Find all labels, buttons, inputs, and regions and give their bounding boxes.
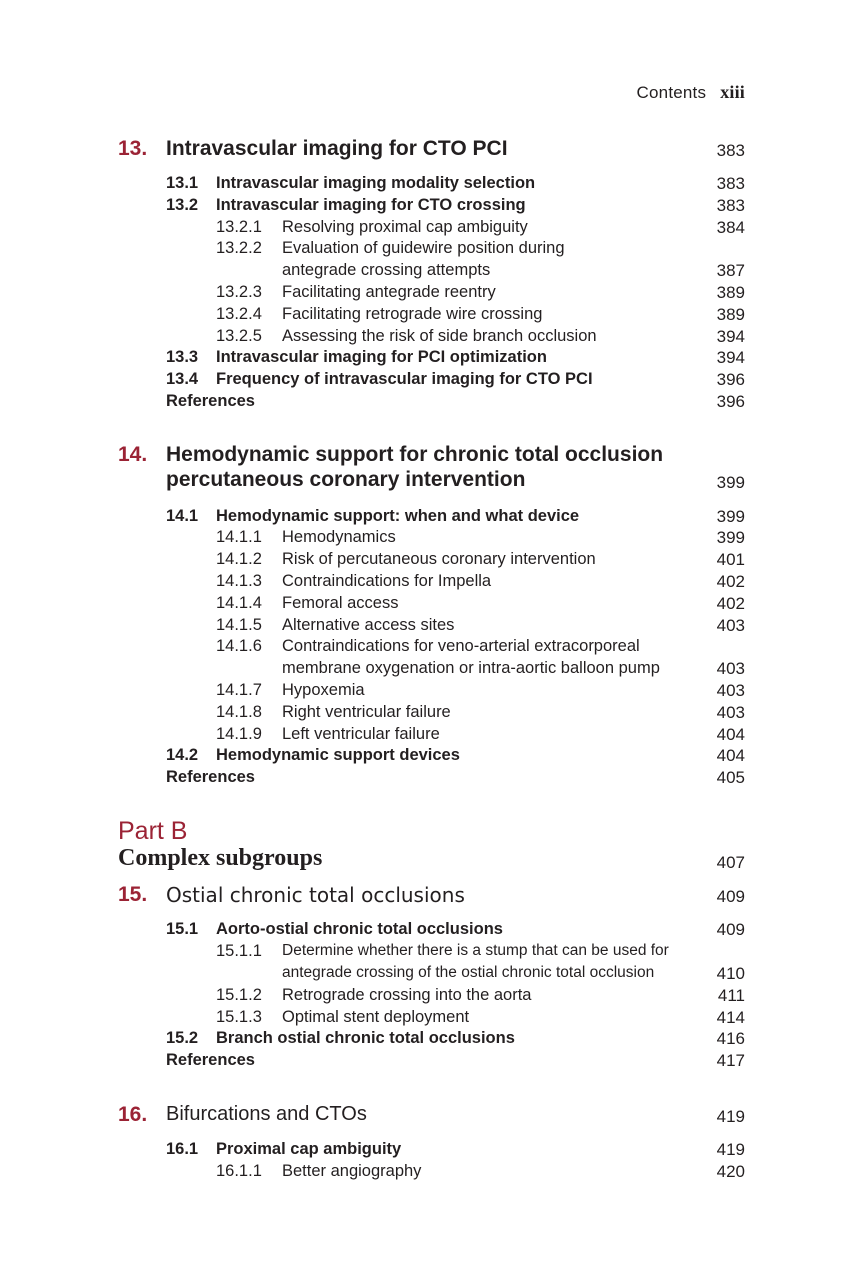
chapter-number: 16. — [118, 1103, 148, 1126]
chapter-title[interactable]: Intravascular imaging for CTO PCI — [166, 137, 508, 160]
chapter-title-continued[interactable]: percutaneous coronary intervention — [166, 468, 526, 491]
subsection-title[interactable]: Facilitating antegrade reentry — [282, 283, 496, 301]
subsection-title[interactable]: Optimal stent deployment — [282, 1008, 470, 1026]
subsection-page: 403 — [716, 703, 745, 722]
subsection-title[interactable]: Determine whether there is a stump that can be used for — [282, 942, 669, 959]
references-entry[interactable]: References — [166, 768, 255, 786]
subsection-title[interactable]: Hypoxemia — [282, 681, 365, 699]
references-page: 405 — [716, 768, 745, 787]
section-page: 394 — [716, 348, 745, 367]
subsection-title[interactable]: Resolving proximal cap ambiguity — [282, 218, 528, 236]
subsection-page: 389 — [716, 283, 745, 302]
references-entry[interactable]: References — [166, 392, 255, 410]
subsection-page: 402 — [716, 572, 745, 591]
chapter-page: 399 — [716, 473, 745, 492]
section-page: 404 — [716, 746, 745, 765]
subsection-title[interactable]: Femoral access — [282, 594, 399, 612]
subsection-number: 15.1.1 — [216, 942, 262, 960]
section-title[interactable]: Hemodynamic support: when and what device — [216, 507, 580, 525]
subsection-number: 16.1.1 — [216, 1162, 262, 1180]
subsection-number: 14.1.7 — [216, 681, 262, 699]
chapter-page: 383 — [716, 141, 745, 160]
subsection-page: 401 — [716, 550, 745, 569]
chapter-title[interactable]: Bifurcations and CTOs — [166, 1103, 367, 1125]
subsection-title[interactable]: Right ventricular failure — [282, 703, 451, 721]
section-page: 383 — [716, 196, 745, 215]
section-number: 15.1 — [166, 920, 199, 938]
subsection-number: 14.1.2 — [216, 550, 262, 568]
subsection-page: 410 — [716, 964, 745, 983]
section-title[interactable]: Aorto-ostial chronic total occlusions — [216, 920, 503, 938]
subsection-page: 411 — [717, 986, 745, 1005]
part-title[interactable]: Complex subgroups — [118, 845, 323, 871]
subsection-number: 14.1.4 — [216, 594, 262, 612]
section-title[interactable]: Hemodynamic support devices — [216, 746, 460, 764]
section-page: 416 — [716, 1029, 745, 1048]
subsection-title-continued[interactable]: antegrade crossing attempts — [282, 261, 491, 279]
section-number: 13.4 — [166, 370, 199, 388]
section-number: 15.2 — [166, 1029, 199, 1047]
subsection-title[interactable]: Left ventricular failure — [282, 725, 440, 743]
subsection-number: 13.2.1 — [216, 218, 262, 236]
subsection-page: 414 — [716, 1008, 745, 1027]
subsection-number: 13.2.2 — [216, 239, 262, 257]
part-page: 407 — [716, 853, 745, 872]
chapter-number: 15. — [118, 883, 148, 906]
subsection-number: 14.1.6 — [216, 637, 262, 655]
subsection-page: 403 — [716, 659, 745, 678]
section-page: 419 — [716, 1140, 745, 1159]
section-number: 13.3 — [166, 348, 199, 366]
chapter-number: 14. — [118, 443, 148, 466]
subsection-page: 387 — [716, 261, 745, 280]
subsection-number: 14.1.3 — [216, 572, 262, 590]
subsection-title[interactable]: Assessing the risk of side branch occlusion — [282, 327, 597, 345]
subsection-number: 13.2.3 — [216, 283, 262, 301]
references-entry[interactable]: References — [166, 1051, 255, 1069]
section-number: 14.2 — [166, 746, 199, 764]
subsection-page: 403 — [716, 616, 745, 635]
section-number: 13.2 — [166, 196, 199, 214]
subsection-page: 394 — [716, 327, 745, 346]
subsection-page: 403 — [716, 681, 745, 700]
chapter-title[interactable]: Hemodynamic support for chronic total occlusion — [166, 443, 664, 466]
chapter-number: 13. — [118, 137, 148, 160]
subsection-title[interactable]: Facilitating retrograde wire crossing — [282, 305, 543, 323]
subsection-title-continued[interactable]: antegrade crossing of the ostial chronic total occlusion — [282, 964, 655, 981]
subsection-title[interactable]: Retrograde crossing into the aorta — [282, 986, 532, 1004]
subsection-page: 384 — [716, 218, 745, 237]
chapter-title[interactable]: Ostial chronic total occlusions — [166, 883, 465, 907]
subsection-title[interactable]: Better angiography — [282, 1162, 422, 1180]
subsection-page: 404 — [716, 725, 745, 744]
section-page: 399 — [716, 507, 745, 526]
section-number: 14.1 — [166, 507, 199, 525]
subsection-number: 14.1.1 — [216, 528, 262, 546]
subsection-number: 14.1.5 — [216, 616, 262, 634]
subsection-page: 420 — [716, 1162, 745, 1181]
subsection-number: 14.1.8 — [216, 703, 262, 721]
section-title[interactable]: Intravascular imaging modality selection — [216, 174, 536, 192]
chapter-page: 419 — [716, 1107, 745, 1126]
subsection-number: 15.1.3 — [216, 1008, 262, 1026]
subsection-number: 13.2.5 — [216, 327, 262, 345]
subsection-page: 399 — [716, 528, 745, 547]
section-number: 16.1 — [166, 1140, 199, 1158]
references-page: 396 — [716, 392, 745, 411]
section-title[interactable]: Proximal cap ambiguity — [216, 1140, 402, 1158]
section-title[interactable]: Intravascular imaging for PCI optimization — [216, 348, 547, 366]
subsection-title[interactable]: Contraindications for veno-arterial extracorporeal — [282, 637, 640, 655]
subsection-number: 15.1.2 — [216, 986, 262, 1004]
subsection-title[interactable]: Alternative access sites — [282, 616, 455, 634]
section-page: 383 — [716, 174, 745, 193]
section-title[interactable]: Branch ostial chronic total occlusions — [216, 1029, 515, 1047]
subsection-title[interactable]: Contraindications for Impella — [282, 572, 492, 590]
page-number: xiii — [720, 82, 745, 102]
running-header-label: Contents — [636, 83, 707, 102]
part-label: Part B — [118, 817, 188, 845]
subsection-number: 13.2.4 — [216, 305, 262, 323]
section-title[interactable]: Intravascular imaging for CTO crossing — [216, 196, 526, 214]
subsection-number: 14.1.9 — [216, 725, 262, 743]
section-page: 396 — [716, 370, 745, 389]
section-number: 13.1 — [166, 174, 199, 192]
section-page: 409 — [716, 920, 745, 939]
subsection-title[interactable]: Evaluation of guidewire position during — [282, 239, 565, 257]
subsection-title-continued[interactable]: membrane oxygenation or intra-aortic balloon pump — [282, 659, 660, 677]
chapter-page: 409 — [716, 887, 745, 906]
references-page: 417 — [716, 1051, 745, 1070]
section-title[interactable]: Frequency of intravascular imaging for CTO PCI — [216, 370, 593, 388]
subsection-page: 389 — [716, 305, 745, 324]
subsection-title[interactable]: Hemodynamics — [282, 528, 396, 546]
subsection-title[interactable]: Risk of percutaneous coronary intervention — [282, 550, 596, 568]
running-header — [637, 82, 745, 103]
subsection-page: 402 — [716, 594, 745, 613]
